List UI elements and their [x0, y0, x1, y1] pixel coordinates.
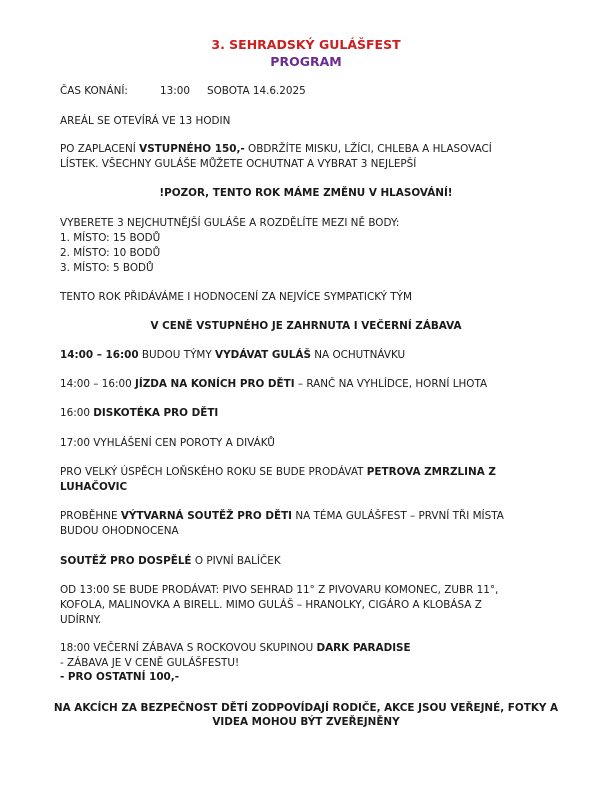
footer-line-1 — [0, 701, 612, 716]
voting-place-1: 1. MÍSTO: 15 BODŮ — [60, 232, 161, 244]
adult-post: O PIVNÍ BALÍČEK — [191, 555, 281, 567]
payment-line-1 — [60, 142, 492, 157]
payment-line-2: LÍSTEK. VŠECHNY GULÁŠE MŮŽETE OCHUTNAT A VYBRAT 3 NEJLEPŠÍ — [60, 158, 417, 170]
program-item-4: 17:00 VYHLÁŠENÍ CEN POROTY A DIVÁKŮ — [60, 437, 275, 449]
art-post: NA TÉMA GULÁŠFEST – PRVNÍ TŘI MÍSTA — [292, 510, 504, 522]
evening-pre: 18:00 VEČERNÍ ZÁBAVA S ROCKOVOU SKUPINOU — [60, 642, 317, 654]
art-contest-line-2: BUDOU OHODNOCENA — [60, 525, 179, 537]
sales-line-1: OD 13:00 SE BUDE PRODÁVAT: PIVO SEHRAD 11° Z PIVOVARU KOMONEC, ZUBR 11°, — [60, 584, 499, 596]
payment-bold: VSTUPNÉHO 150,- — [139, 143, 245, 155]
evening-line-1 — [60, 641, 411, 656]
item1-b: VYDÁVAT GULÁŠ — [215, 349, 311, 361]
footer-2-bold: VIDEA MOHOU BÝT ZVEŘEJNĚNY — [212, 716, 400, 728]
page-title: 3. SEHRADSKÝ GULÁŠFEST — [211, 37, 401, 52]
footer-1-bold: NA AKCÍCH ZA BEZPEČNOST DĚTÍ ZODPOVÍDAJÍ RODIČE, AKCE JSOU VEŘEJNÉ, FOTKY A — [53, 702, 559, 714]
icecream-bold: PETROVA ZMRZLINA Z — [366, 466, 496, 478]
evening-line-3 — [60, 670, 179, 685]
item3-b: DISKOTÉKA PRO DĚTI — [93, 407, 219, 419]
art-bold: VÝTVARNÁ SOUTĚŽ PRO DĚTI — [120, 510, 293, 522]
item1-c: NA OCHUTNÁVKU — [310, 349, 406, 361]
evening-line-2: - ZÁBAVA JE V CENĚ GULÁŠFESTU! — [60, 657, 240, 669]
evening-line3-bold: - PRO OSTATNÍ 100,- — [60, 671, 180, 683]
adult-bold: SOUTĚŽ PRO DOSPĚLÉ — [60, 555, 192, 567]
warning-bold: !POZOR, TENTO ROK MÁME ZMĚNU V HLASOVÁNÍ! — [159, 187, 453, 199]
sales-line-2: KOFOLA, MALINOVKA A BIRELL. MIMO GULÁŠ – HRANOLKY, CIGÁRO A KLOBÁSA Z — [60, 599, 482, 611]
time-value: 13:00 — [160, 85, 190, 97]
art-contest-line-1 — [60, 509, 504, 524]
voting-place-2: 2. MÍSTO: 10 BODŮ — [60, 247, 161, 259]
item2-b: JÍZDA NA KONÍCH PRO DĚTI — [135, 378, 295, 390]
voting-place-3: 3. MÍSTO: 5 BODŮ — [60, 262, 154, 274]
time-label: ČAS KONÁNÍ: — [60, 85, 128, 97]
program-item-1 — [60, 348, 405, 363]
item2-time: 14:00 – 16:00 — [60, 378, 135, 390]
sales-line-3: UDÍRNY. — [60, 614, 102, 626]
footer-line-2 — [0, 715, 612, 730]
areal-text: AREÁL SE OTEVÍRÁ VE 13 HODIN — [60, 115, 231, 127]
team-rating-text: TENTO ROK PŘIDÁVÁME I HODNOCENÍ ZA NEJVÍCE SYMPATICKÝ TÝM — [60, 291, 412, 303]
included-text — [0, 319, 612, 334]
item2-c: – RANČ NA VYHLÍDCE, HORNÍ LHOTA — [294, 378, 488, 390]
program-item-2 — [60, 377, 487, 392]
item3-time: 16:00 — [60, 407, 94, 419]
time-line — [60, 84, 306, 99]
page-subtitle: PROGRAM — [270, 54, 342, 69]
evening-bold: DARK PARADISE — [316, 642, 411, 654]
payment-post: OBDRŽÍTE MISKU, LŽÍCI, CHLEBA A HLASOVACÍ — [244, 143, 492, 155]
included-bold: V CENĚ VSTUPNÉHO JE ZAHRNUTA I VEČERNÍ ZÁBAVA — [150, 320, 462, 332]
warning-text — [0, 186, 612, 201]
voting-intro: VYBERETE 3 NEJCHUTNĚJŠÍ GULÁŠE A ROZDĚLÍTE MEZI NĚ BODY: — [60, 217, 400, 229]
adult-contest — [60, 554, 281, 569]
payment-pre: PO ZAPLACENÍ — [60, 143, 140, 155]
item1-a: BUDOU TÝMY — [138, 349, 216, 361]
art-pre: PROBĚHNE — [60, 510, 121, 522]
item1-time: 14:00 – 16:00 — [60, 349, 139, 361]
program-item-3 — [60, 406, 218, 421]
icecream-line-1 — [60, 465, 496, 480]
icecream-line2-bold: LUHAČOVIC — [60, 481, 128, 493]
icecream-line-2 — [60, 480, 127, 495]
icecream-pre: PRO VELKÝ ÚSPĚCH LOŇSKÉHO ROKU SE BUDE PRODÁVAT — [60, 466, 367, 478]
date-value: SOBOTA 14.6.2025 — [207, 85, 306, 97]
